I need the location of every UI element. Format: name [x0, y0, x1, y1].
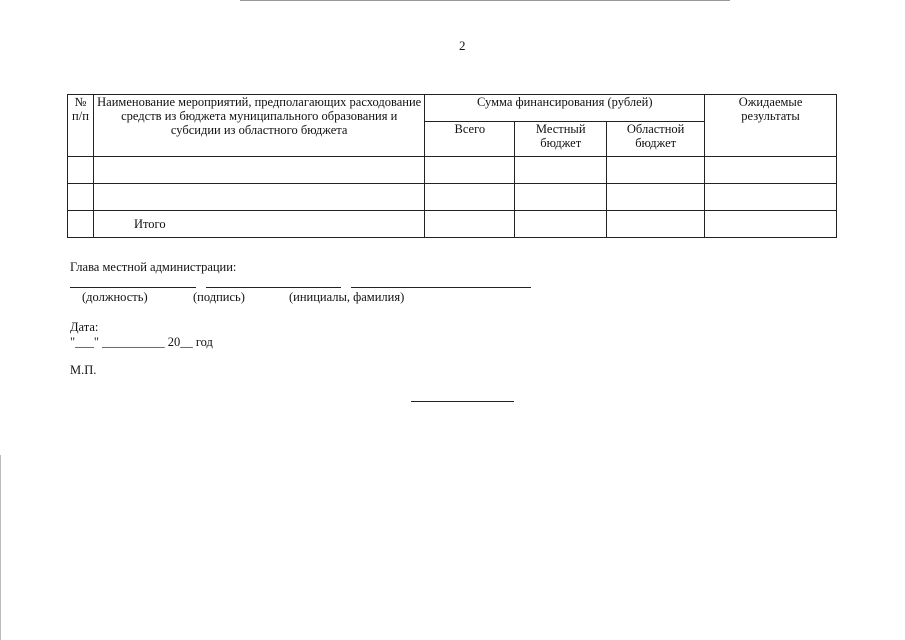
funding-table	[67, 94, 837, 238]
cell-total	[425, 184, 515, 211]
scan-artifact-top	[240, 0, 730, 1]
cell-local	[515, 157, 607, 184]
header-funding-sum: Сумма финансирования (рублей)	[425, 95, 705, 122]
cell-total	[425, 157, 515, 184]
cell-name	[93, 184, 424, 211]
cell-regional	[607, 184, 705, 211]
initials-caption: (инициалы, фамилия)	[289, 290, 405, 304]
initials-line	[351, 287, 531, 288]
end-of-document-line	[411, 401, 514, 402]
head-of-administration-label: Глава местной администрации:	[70, 260, 237, 274]
position-caption: (должность)	[82, 290, 148, 304]
signature-line	[206, 287, 341, 288]
cell-results	[705, 157, 837, 184]
header-regional-budget: Областной бюджет	[607, 122, 705, 157]
header-local-budget: Местный бюджет	[515, 122, 607, 157]
cell-local	[515, 184, 607, 211]
date-label: Дата:	[70, 320, 99, 334]
signature-caption: (подпись)	[193, 290, 245, 304]
table-row	[68, 184, 837, 211]
table-row	[68, 157, 837, 184]
header-num: № п/п	[68, 95, 94, 157]
scan-artifact-left	[0, 455, 1, 640]
cell-results	[705, 184, 837, 211]
page-number: 2	[459, 38, 466, 53]
header-expected-results: Ожидаемые результаты	[705, 95, 837, 157]
total-label: Итого	[93, 211, 424, 238]
date-template: "___" __________ 20__ год	[70, 335, 213, 349]
cell-num	[68, 157, 94, 184]
cell-num	[68, 184, 94, 211]
position-line	[70, 287, 196, 288]
header-total: Всего	[425, 122, 515, 157]
cell-name	[93, 157, 424, 184]
cell-regional	[607, 157, 705, 184]
total-row	[68, 211, 837, 238]
header-activity-name: Наименование мероприятий, предполагающих расходование средств из бюджета муниципального образования и субсидии из областного бюджета	[93, 95, 424, 157]
seal-place-label: М.П.	[70, 363, 97, 377]
